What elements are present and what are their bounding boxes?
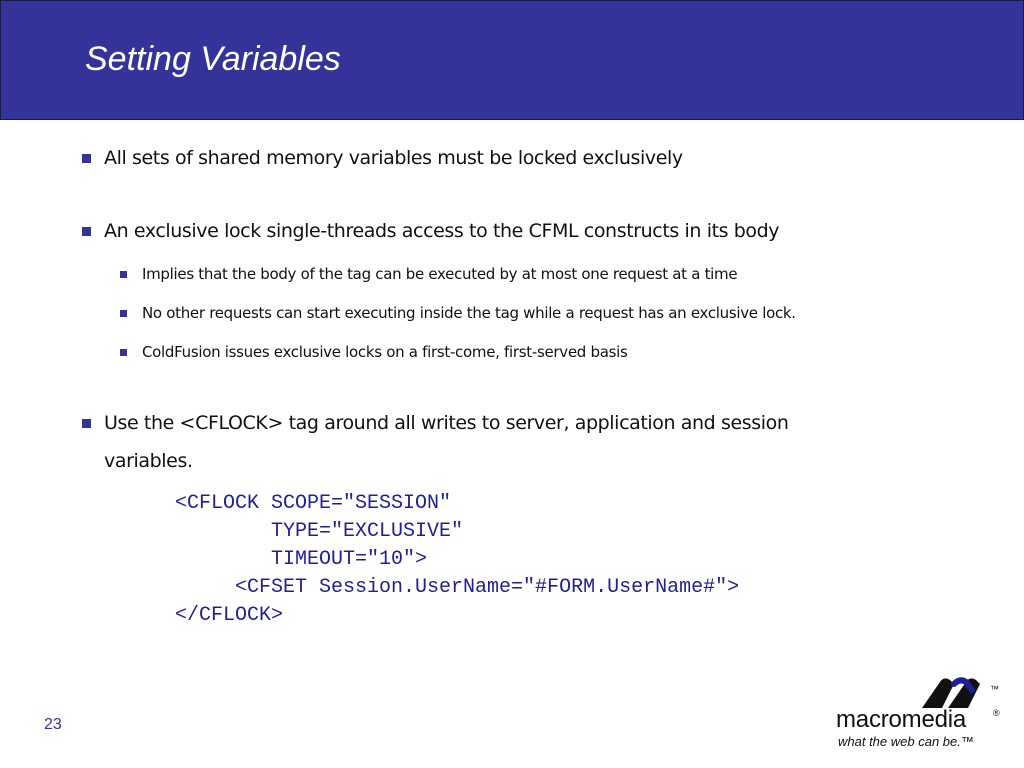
registered-mark: ® xyxy=(993,708,1000,718)
code-line: TYPE="EXCLUSIVE" xyxy=(175,520,464,543)
macromedia-logo xyxy=(836,674,1006,754)
page-number: 23 xyxy=(44,716,62,733)
logo-tagline: what the web can be.™ xyxy=(838,734,974,749)
title-banner xyxy=(0,0,1024,120)
bullet-text: An exclusive lock single-threads access to the CFML constructs in its body xyxy=(104,220,780,242)
square-bullet-icon xyxy=(82,227,91,236)
code-line: <CFSET Session.UserName="#FORM.UserName#"> xyxy=(175,576,740,599)
sub-bullet-text: Implies that the body of the tag can be executed by at most one request at a time xyxy=(142,265,738,283)
code-line: <CFLOCK SCOPE="SESSION" xyxy=(175,492,452,515)
square-bullet-icon xyxy=(82,154,91,163)
code-line: TIMEOUT="10"> xyxy=(175,548,428,571)
logo-wordmark: macromedia xyxy=(836,706,967,733)
square-bullet-icon xyxy=(120,310,127,317)
square-bullet-icon xyxy=(120,271,127,278)
code-block xyxy=(175,490,739,630)
code-line: </CFLOCK> xyxy=(175,604,284,627)
square-bullet-icon xyxy=(120,349,127,356)
sub-bullet-text: ColdFusion issues exclusive locks on a first-come, first-served basis xyxy=(142,343,628,361)
trademark-mark: ™ xyxy=(990,684,999,694)
bullet-text: All sets of shared memory variables must be locked exclusively xyxy=(104,147,683,169)
bullet-text-continuation: variables. xyxy=(104,450,193,472)
bullet-text: Use the <CFLOCK> tag around all writes to server, application and session xyxy=(104,412,789,434)
square-bullet-icon xyxy=(82,419,91,428)
slide-title: Setting Variables xyxy=(85,40,341,78)
sub-bullet-text: No other requests can start executing inside the tag while a request has an exclusive lock. xyxy=(142,304,796,322)
